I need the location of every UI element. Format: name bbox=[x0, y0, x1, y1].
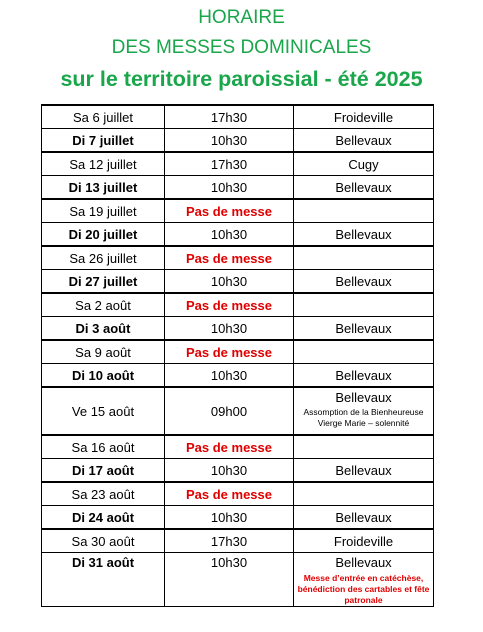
date-cell: Sa 30 août bbox=[42, 529, 165, 553]
time-cell: 10h30 bbox=[165, 317, 294, 341]
feast-note: Assomption de la Bienheureuse Vierge Marie – solennité bbox=[303, 407, 424, 428]
no-mass-cell: Pas de messe bbox=[165, 246, 294, 270]
place-name: Bellevaux bbox=[335, 555, 392, 570]
table-row bbox=[42, 105, 434, 129]
table-row bbox=[42, 293, 434, 317]
place-cell bbox=[294, 482, 434, 506]
no-mass-cell: Pas de messe bbox=[165, 199, 294, 223]
time-cell: 09h00 bbox=[165, 387, 294, 435]
place-cell: Bellevaux bbox=[294, 270, 434, 294]
table-row bbox=[42, 152, 434, 176]
time-cell: 10h30 bbox=[165, 270, 294, 294]
time-cell: 10h30 bbox=[165, 459, 294, 483]
no-mass-cell: Pas de messe bbox=[165, 340, 294, 364]
time-cell: 10h30 bbox=[165, 506, 294, 530]
date-cell: Sa 16 août bbox=[42, 435, 165, 459]
date-cell: Di 7 juillet bbox=[42, 129, 165, 153]
no-mass-cell: Pas de messe bbox=[165, 435, 294, 459]
table-row bbox=[42, 317, 434, 341]
no-mass-cell: Pas de messe bbox=[165, 482, 294, 506]
time-cell: 17h30 bbox=[165, 529, 294, 553]
title-line-3: sur le territoire paroissial - été 2025 bbox=[60, 67, 423, 91]
table-row bbox=[42, 270, 434, 294]
date-cell: Sa 26 juillet bbox=[42, 246, 165, 270]
place-cell: Bellevaux bbox=[294, 223, 434, 247]
place-cell: Froideville bbox=[294, 105, 434, 129]
date-cell: Di 24 août bbox=[42, 506, 165, 530]
date-cell: Sa 12 juillet bbox=[42, 152, 165, 176]
table-row bbox=[42, 482, 434, 506]
place-cell: Bellevaux bbox=[294, 176, 434, 200]
date-cell: Di 31 août bbox=[42, 553, 165, 607]
table-row bbox=[42, 553, 434, 607]
place-cell: Bellevaux bbox=[294, 506, 434, 530]
table-row bbox=[42, 387, 434, 435]
time-cell: 10h30 bbox=[165, 129, 294, 153]
table-row bbox=[42, 529, 434, 553]
table-row bbox=[42, 129, 434, 153]
date-cell: Sa 19 juillet bbox=[42, 199, 165, 223]
table-row bbox=[42, 506, 434, 530]
place-cell bbox=[294, 246, 434, 270]
table-row bbox=[42, 364, 434, 388]
time-cell: 10h30 bbox=[165, 176, 294, 200]
place-cell bbox=[294, 435, 434, 459]
date-cell: Di 20 juillet bbox=[42, 223, 165, 247]
date-cell: Sa 9 août bbox=[42, 340, 165, 364]
date-cell: Sa 23 août bbox=[42, 482, 165, 506]
date-cell: Di 10 août bbox=[42, 364, 165, 388]
date-cell: Sa 2 août bbox=[42, 293, 165, 317]
place-cell: Bellevaux bbox=[294, 129, 434, 153]
place-name: Bellevaux bbox=[335, 390, 392, 405]
table-row bbox=[42, 199, 434, 223]
date-cell: Sa 6 juillet bbox=[42, 105, 165, 129]
place-cell bbox=[294, 553, 434, 607]
date-cell: Di 17 août bbox=[42, 459, 165, 483]
table-row bbox=[42, 176, 434, 200]
date-cell: Di 3 août bbox=[42, 317, 165, 341]
time-cell: 17h30 bbox=[165, 105, 294, 129]
time-cell: 10h30 bbox=[165, 553, 294, 607]
place-cell: Cugy bbox=[294, 152, 434, 176]
table-row bbox=[42, 459, 434, 483]
title-line-2: DES MESSES DOMINICALES bbox=[111, 37, 372, 58]
time-cell: 10h30 bbox=[165, 223, 294, 247]
date-cell: Ve 15 août bbox=[42, 387, 165, 435]
place-cell: Froideville bbox=[294, 529, 434, 553]
place-cell: Bellevaux bbox=[294, 317, 434, 341]
place-cell bbox=[294, 387, 434, 435]
time-cell: 17h30 bbox=[165, 152, 294, 176]
table-row bbox=[42, 223, 434, 247]
mass-schedule-table bbox=[41, 104, 434, 607]
date-cell: Di 27 juillet bbox=[42, 270, 165, 294]
no-mass-cell: Pas de messe bbox=[165, 293, 294, 317]
time-cell: 10h30 bbox=[165, 364, 294, 388]
event-note: Messe d’entrée en catéchèse, bénédiction des cartables et fête patronale bbox=[297, 573, 430, 605]
place-cell bbox=[294, 199, 434, 223]
place-cell bbox=[294, 340, 434, 364]
title-line-1: HORAIRE bbox=[198, 7, 285, 28]
table-row bbox=[42, 340, 434, 364]
date-cell: Di 13 juillet bbox=[42, 176, 165, 200]
place-cell: Bellevaux bbox=[294, 459, 434, 483]
place-cell bbox=[294, 293, 434, 317]
table-row bbox=[42, 435, 434, 459]
table-row bbox=[42, 246, 434, 270]
place-cell: Bellevaux bbox=[294, 364, 434, 388]
